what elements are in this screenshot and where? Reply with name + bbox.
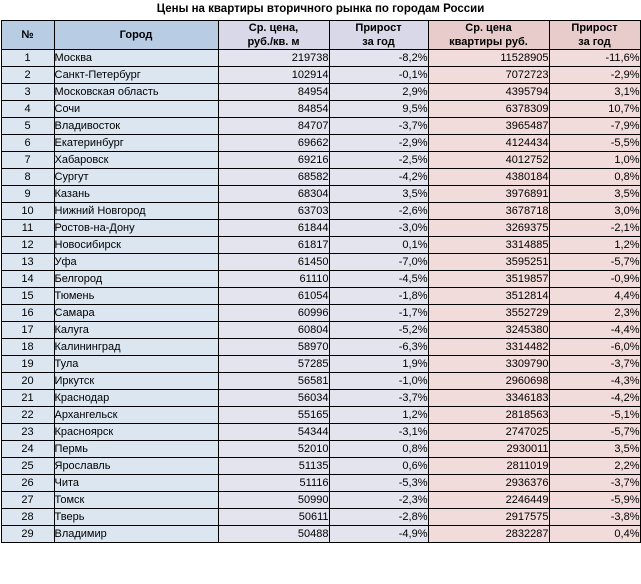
cell-number: 22 [1, 407, 54, 424]
table-row [1, 67, 640, 84]
cell-growth-flat: -4,4% [549, 322, 640, 339]
cell-price-flat: 2811019 [428, 458, 549, 475]
column-header-number-label: № [21, 29, 34, 41]
cell-price-flat: 3552729 [428, 305, 549, 322]
cell-growth-flat: -7,9% [549, 118, 640, 135]
cell-price-sqm: 61054 [218, 288, 329, 305]
cell-city: Красноярск [54, 424, 218, 441]
table-row [1, 135, 640, 152]
cell-price-sqm: 69662 [218, 135, 329, 152]
cell-price-flat: 2747025 [428, 424, 549, 441]
column-header-price-flat [428, 21, 549, 50]
cell-price-sqm: 60804 [218, 322, 329, 339]
cell-city: Калуга [54, 322, 218, 339]
cell-price-flat: 11528905 [428, 50, 549, 67]
table-row [1, 475, 640, 492]
cell-price-sqm: 51116 [218, 475, 329, 492]
cell-growth-sqm: -3,7% [329, 390, 428, 407]
cell-number: 5 [1, 118, 54, 135]
cell-city: Тюмень [54, 288, 218, 305]
cell-city: Уфа [54, 254, 218, 271]
cell-number: 27 [1, 492, 54, 509]
cell-growth-sqm: 2,9% [329, 84, 428, 101]
cell-growth-flat: 4,4% [549, 288, 640, 305]
cell-number: 7 [1, 152, 54, 169]
cell-growth-flat: 1,2% [549, 237, 640, 254]
cell-price-flat: 2930011 [428, 441, 549, 458]
cell-city: Москва [54, 50, 218, 67]
column-header-growth-flat-sublabel: за год [578, 36, 611, 48]
table-row [1, 118, 640, 135]
cell-growth-flat: 2,2% [549, 458, 640, 475]
cell-number: 14 [1, 271, 54, 288]
cell-growth-sqm: 1,2% [329, 407, 428, 424]
column-header-growth-flat-label: Прирост [571, 22, 618, 34]
cell-growth-sqm: 0,1% [329, 237, 428, 254]
cell-growth-sqm: -8,2% [329, 50, 428, 67]
cell-price-sqm: 68582 [218, 169, 329, 186]
table-row [1, 203, 640, 220]
table-row [1, 458, 640, 475]
table-header-row [1, 21, 640, 50]
cell-growth-flat: -3,7% [549, 475, 640, 492]
cell-growth-sqm: -4,2% [329, 169, 428, 186]
cell-city: Екатеринбург [54, 135, 218, 152]
cell-growth-flat: -6,0% [549, 339, 640, 356]
cell-growth-sqm: -2,3% [329, 492, 428, 509]
cell-number: 15 [1, 288, 54, 305]
column-header-city-label: Город [119, 29, 153, 41]
cell-growth-flat: -2,1% [549, 220, 640, 237]
cell-price-flat: 3269375 [428, 220, 549, 237]
cell-number: 29 [1, 526, 54, 543]
cell-city: Санкт-Петербург [54, 67, 218, 84]
cell-number: 12 [1, 237, 54, 254]
cell-city: Архангельск [54, 407, 218, 424]
cell-number: 9 [1, 186, 54, 203]
cell-price-flat: 3595251 [428, 254, 549, 271]
cell-city: Сочи [54, 101, 218, 118]
table-row [1, 373, 640, 390]
table-row [1, 492, 640, 509]
price-table [1, 20, 641, 543]
cell-number: 21 [1, 390, 54, 407]
cell-price-flat: 2246449 [428, 492, 549, 509]
table-row [1, 220, 640, 237]
cell-city: Калининград [54, 339, 218, 356]
cell-city: Самара [54, 305, 218, 322]
table-row [1, 254, 640, 271]
column-header-growth-sqm-label: Прирост [355, 22, 402, 34]
cell-number: 10 [1, 203, 54, 220]
cell-growth-sqm: -6,3% [329, 339, 428, 356]
table-header [1, 21, 640, 50]
table-row [1, 407, 640, 424]
table-row [1, 84, 640, 101]
cell-price-flat: 3519857 [428, 271, 549, 288]
table-row [1, 152, 640, 169]
cell-city: Чита [54, 475, 218, 492]
cell-price-sqm: 84954 [218, 84, 329, 101]
cell-price-sqm: 57285 [218, 356, 329, 373]
cell-price-flat: 3314885 [428, 237, 549, 254]
cell-price-flat: 3245380 [428, 322, 549, 339]
table-row [1, 271, 640, 288]
cell-growth-flat: -3,7% [549, 356, 640, 373]
cell-growth-sqm: -2,8% [329, 509, 428, 526]
cell-number: 3 [1, 84, 54, 101]
cell-growth-sqm: -1,8% [329, 288, 428, 305]
cell-growth-flat: 3,5% [549, 186, 640, 203]
cell-price-flat: 2960698 [428, 373, 549, 390]
cell-number: 18 [1, 339, 54, 356]
cell-price-sqm: 68304 [218, 186, 329, 203]
cell-number: 24 [1, 441, 54, 458]
table-row [1, 424, 640, 441]
cell-price-flat: 6378309 [428, 101, 549, 118]
cell-price-sqm: 51135 [218, 458, 329, 475]
table-row [1, 441, 640, 458]
cell-city: Московская область [54, 84, 218, 101]
cell-price-flat: 3309790 [428, 356, 549, 373]
cell-city: Ярославль [54, 458, 218, 475]
cell-city: Нижний Новгород [54, 203, 218, 220]
cell-number: 19 [1, 356, 54, 373]
table-row [1, 169, 640, 186]
cell-price-flat: 2917575 [428, 509, 549, 526]
column-header-number [1, 21, 54, 50]
table-row [1, 101, 640, 118]
cell-city: Белгород [54, 271, 218, 288]
column-header-city [54, 21, 218, 50]
cell-price-sqm: 219738 [218, 50, 329, 67]
table-row [1, 322, 640, 339]
cell-growth-sqm: -5,2% [329, 322, 428, 339]
table-row [1, 50, 640, 67]
cell-growth-flat: 10,7% [549, 101, 640, 118]
cell-price-flat: 4124434 [428, 135, 549, 152]
cell-price-sqm: 60996 [218, 305, 329, 322]
cell-growth-flat: -5,7% [549, 424, 640, 441]
cell-price-sqm: 58970 [218, 339, 329, 356]
cell-price-sqm: 52010 [218, 441, 329, 458]
cell-growth-sqm: -2,6% [329, 203, 428, 220]
cell-growth-flat: 3,0% [549, 203, 640, 220]
cell-price-sqm: 61844 [218, 220, 329, 237]
cell-price-flat: 3512814 [428, 288, 549, 305]
cell-growth-flat: 1,0% [549, 152, 640, 169]
cell-growth-flat: -4,3% [549, 373, 640, 390]
cell-growth-sqm: -2,9% [329, 135, 428, 152]
cell-number: 2 [1, 67, 54, 84]
cell-price-flat: 4395794 [428, 84, 549, 101]
column-header-price-flat-label: Ср. цена [465, 22, 512, 34]
cell-price-sqm: 56034 [218, 390, 329, 407]
cell-growth-flat: -2,9% [549, 67, 640, 84]
cell-growth-sqm: -5,3% [329, 475, 428, 492]
cell-city: Владивосток [54, 118, 218, 135]
cell-growth-sqm: -4,5% [329, 271, 428, 288]
cell-price-sqm: 61110 [218, 271, 329, 288]
cell-number: 28 [1, 509, 54, 526]
cell-growth-sqm: 0,6% [329, 458, 428, 475]
cell-growth-sqm: -1,0% [329, 373, 428, 390]
table-row [1, 356, 640, 373]
cell-number: 13 [1, 254, 54, 271]
cell-city: Хабаровск [54, 152, 218, 169]
table-row [1, 509, 640, 526]
table-row [1, 390, 640, 407]
column-header-price-sqm [218, 21, 329, 50]
cell-growth-flat: 2,3% [549, 305, 640, 322]
cell-number: 11 [1, 220, 54, 237]
table-row [1, 237, 640, 254]
table-row [1, 288, 640, 305]
cell-price-flat: 3976891 [428, 186, 549, 203]
cell-price-sqm: 61817 [218, 237, 329, 254]
cell-growth-sqm: -4,9% [329, 526, 428, 543]
cell-city: Тула [54, 356, 218, 373]
cell-growth-flat: -0,9% [549, 271, 640, 288]
cell-number: 20 [1, 373, 54, 390]
cell-price-sqm: 50611 [218, 509, 329, 526]
cell-price-flat: 2936376 [428, 475, 549, 492]
cell-price-flat: 3314482 [428, 339, 549, 356]
cell-growth-sqm: -3,0% [329, 220, 428, 237]
cell-price-flat: 7072723 [428, 67, 549, 84]
cell-growth-sqm: -1,7% [329, 305, 428, 322]
column-header-growth-sqm-sublabel: за год [362, 36, 395, 48]
cell-price-flat: 3965487 [428, 118, 549, 135]
cell-growth-flat: -4,2% [549, 390, 640, 407]
cell-price-sqm: 69216 [218, 152, 329, 169]
cell-growth-sqm: -3,7% [329, 118, 428, 135]
cell-growth-flat: -5,5% [549, 135, 640, 152]
column-header-price-flat-sublabel: квартиры руб. [449, 36, 528, 48]
page-title: Цены на квартиры вторичного рынка по городам России [156, 3, 485, 15]
cell-price-flat: 2832287 [428, 526, 549, 543]
cell-growth-flat: 0,4% [549, 526, 640, 543]
column-header-growth-sqm [329, 21, 428, 50]
cell-price-sqm: 61450 [218, 254, 329, 271]
cell-growth-flat: -5,9% [549, 492, 640, 509]
cell-price-flat: 3678718 [428, 203, 549, 220]
cell-price-sqm: 63703 [218, 203, 329, 220]
cell-city: Владимир [54, 526, 218, 543]
cell-growth-flat: -5,1% [549, 407, 640, 424]
cell-number: 17 [1, 322, 54, 339]
cell-growth-sqm: -2,5% [329, 152, 428, 169]
cell-growth-sqm: -7,0% [329, 254, 428, 271]
cell-growth-sqm: 9,5% [329, 101, 428, 118]
cell-price-sqm: 56581 [218, 373, 329, 390]
cell-price-sqm: 50990 [218, 492, 329, 509]
cell-number: 26 [1, 475, 54, 492]
cell-growth-sqm: 3,5% [329, 186, 428, 203]
cell-number: 25 [1, 458, 54, 475]
column-header-growth-flat [549, 21, 640, 50]
cell-growth-sqm: -3,1% [329, 424, 428, 441]
cell-growth-sqm: -0,1% [329, 67, 428, 84]
cell-price-sqm: 84854 [218, 101, 329, 118]
cell-price-sqm: 50488 [218, 526, 329, 543]
cell-city: Пермь [54, 441, 218, 458]
cell-city: Тверь [54, 509, 218, 526]
cell-city: Томск [54, 492, 218, 509]
cell-price-flat: 4012752 [428, 152, 549, 169]
column-header-price-sqm-label: Ср. цена, [248, 22, 299, 34]
cell-number: 16 [1, 305, 54, 322]
cell-price-flat: 4380184 [428, 169, 549, 186]
cell-growth-flat: -5,7% [549, 254, 640, 271]
table-row [1, 526, 640, 543]
cell-price-sqm: 54344 [218, 424, 329, 441]
table-row [1, 186, 640, 203]
table-row [1, 305, 640, 322]
cell-number: 6 [1, 135, 54, 152]
cell-growth-flat: -11,6% [549, 50, 640, 67]
cell-growth-flat: 0,8% [549, 169, 640, 186]
table-body [1, 50, 640, 543]
cell-price-sqm: 102914 [218, 67, 329, 84]
cell-price-sqm: 84707 [218, 118, 329, 135]
cell-growth-sqm: 0,8% [329, 441, 428, 458]
cell-number: 23 [1, 424, 54, 441]
cell-price-flat: 2818563 [428, 407, 549, 424]
table-row [1, 339, 640, 356]
cell-growth-flat: 3,1% [549, 84, 640, 101]
cell-city: Краснодар [54, 390, 218, 407]
cell-price-sqm: 55165 [218, 407, 329, 424]
cell-city: Новосибирск [54, 237, 218, 254]
cell-price-flat: 3346183 [428, 390, 549, 407]
cell-growth-flat: -3,8% [549, 509, 640, 526]
cell-growth-flat: 3,5% [549, 441, 640, 458]
cell-city: Ростов-на-Дону [54, 220, 218, 237]
cell-growth-sqm: 1,9% [329, 356, 428, 373]
cell-number: 1 [1, 50, 54, 67]
cell-city: Иркутск [54, 373, 218, 390]
column-header-price-sqm-sublabel: руб./кв. м [247, 36, 300, 48]
cell-number: 8 [1, 169, 54, 186]
cell-number: 4 [1, 101, 54, 118]
cell-city: Казань [54, 186, 218, 203]
cell-city: Сургут [54, 169, 218, 186]
